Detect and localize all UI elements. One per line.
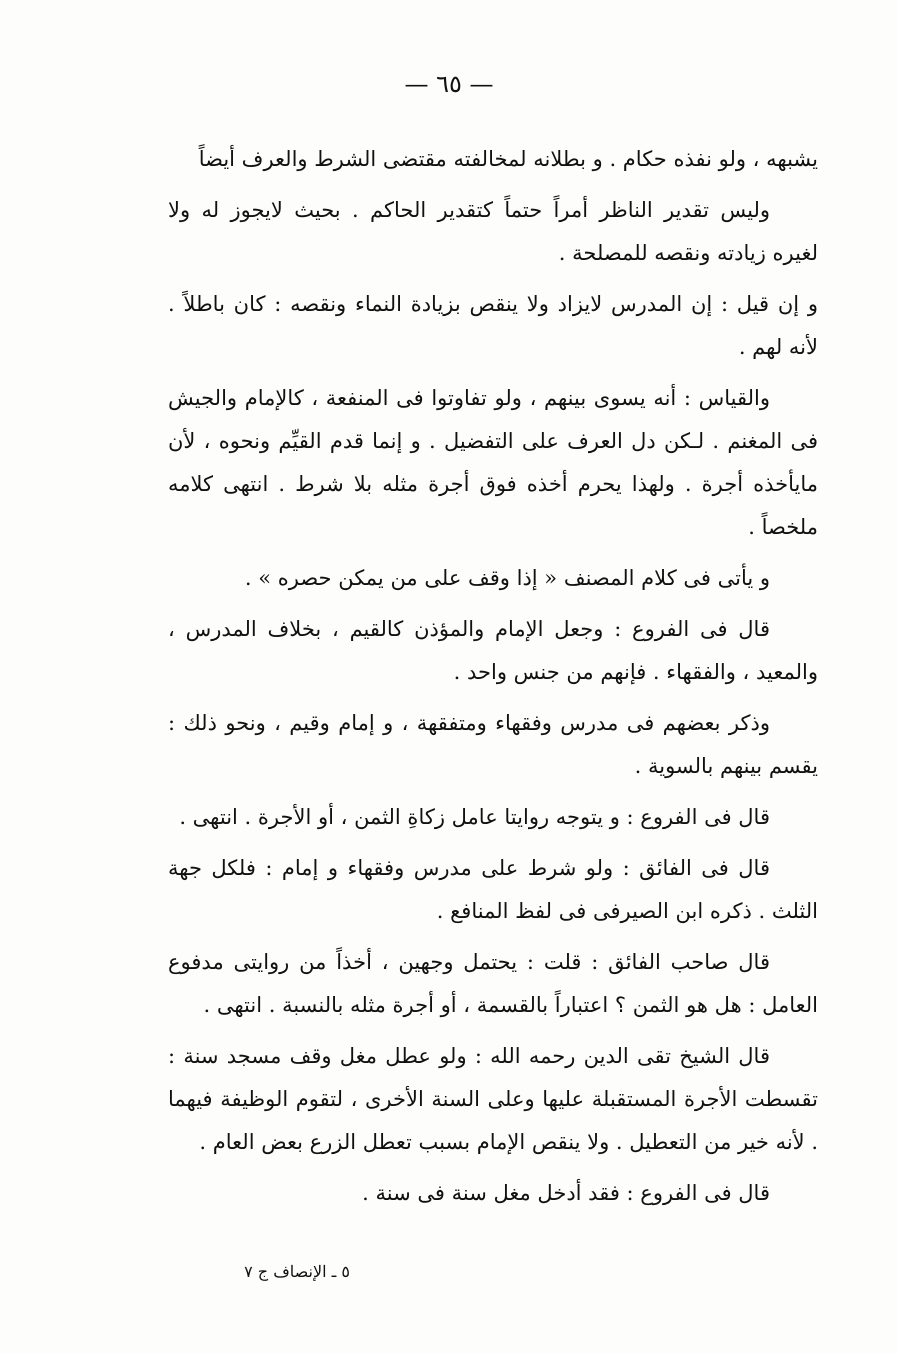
paragraph: يشبهه ، ولو نفذه حكام . و بطلانه لمخالفته مقتضى الشرط والعرف أيضاً (198, 147, 818, 171)
paragraph: و إن قيل : إن المدرس لايزاد ولا ينقص بزيادة النماء ونقصه : كان باطلاً . لأنه لهم . (168, 292, 818, 359)
paragraph: وليس تقدير الناظر أمراً حتماً كتقدير الحاكم . بحيث لايجوز له ولا لغيره زيادته ونقصه للمصلحة . (168, 198, 818, 265)
paragraph: وذكر بعضهم فى مدرس وفقهاء ومتفقهة ، و إمام وقيم ، ونحو ذلك : يقسم بينهم بالسوية . (168, 711, 818, 778)
paragraph: قال فى الفروع : فقد أدخل مغل سنة فى سنة . (362, 1181, 770, 1205)
footer-signature: ٥ ـ الإنصاف ج ٧ (244, 1262, 350, 1281)
paragraph: قال فى الفائق : ولو شرط على مدرس وفقهاء و إمام : فلكل جهة الثلث . ذكره ابن الصيرفى فى لفظ المنافع . (168, 856, 818, 923)
paragraph: والقياس : أنه يسوى بينهم ، ولو تفاوتوا فى المنفعة ، كالإمام والجيش فى المغنم . لـكن دل العرف على التفضيل . و إنما قدم القيِّم ونحوه ، لأن مايأخذه أجرة . ولهذا يحرم أخذه فوق أجرة مثله بلا شرط . انتهى كلامه ملخصاً . (168, 386, 818, 539)
paragraph: قال صاحب الفائق : قلت : يحتمل وجهين ، أخذاً من روايتى مدفوع العامل : هل هو الثمن ؟ اعتباراً بالقسمة ، أو أجرة مثله بالنسبة . انتهى . (168, 950, 818, 1017)
paragraph: و يأتى فى كلام المصنف « إذا وقف على من يمكن حصره » . (244, 566, 770, 590)
paragraph: قال فى الفروع : و يتوجه روايتا عامل زكاةِ الثمن ، أو الأجرة . انتهى . (179, 805, 770, 829)
paragraph: قال فى الفروع : وجعل الإمام والمؤذن كالقيم ، بخلاف المدرس ، والمعيد ، والفقهاء . فإنهم من جنس واحد . (168, 617, 818, 684)
body-text (168, 138, 818, 1223)
page-number: — ٦٥ — (404, 70, 494, 98)
paragraph: قال الشيخ تقى الدين رحمه الله : ولو عطل مغل وقف مسجد سنة : تقسطت الأجرة المستقبلة عليها وعلى السنة الأخرى ، لتقوم الوظيفة فيهما . لأنه خير من التعطيل . ولا ينقص الإمام بسبب تعطل الزرع بعض العام . (168, 1044, 818, 1154)
